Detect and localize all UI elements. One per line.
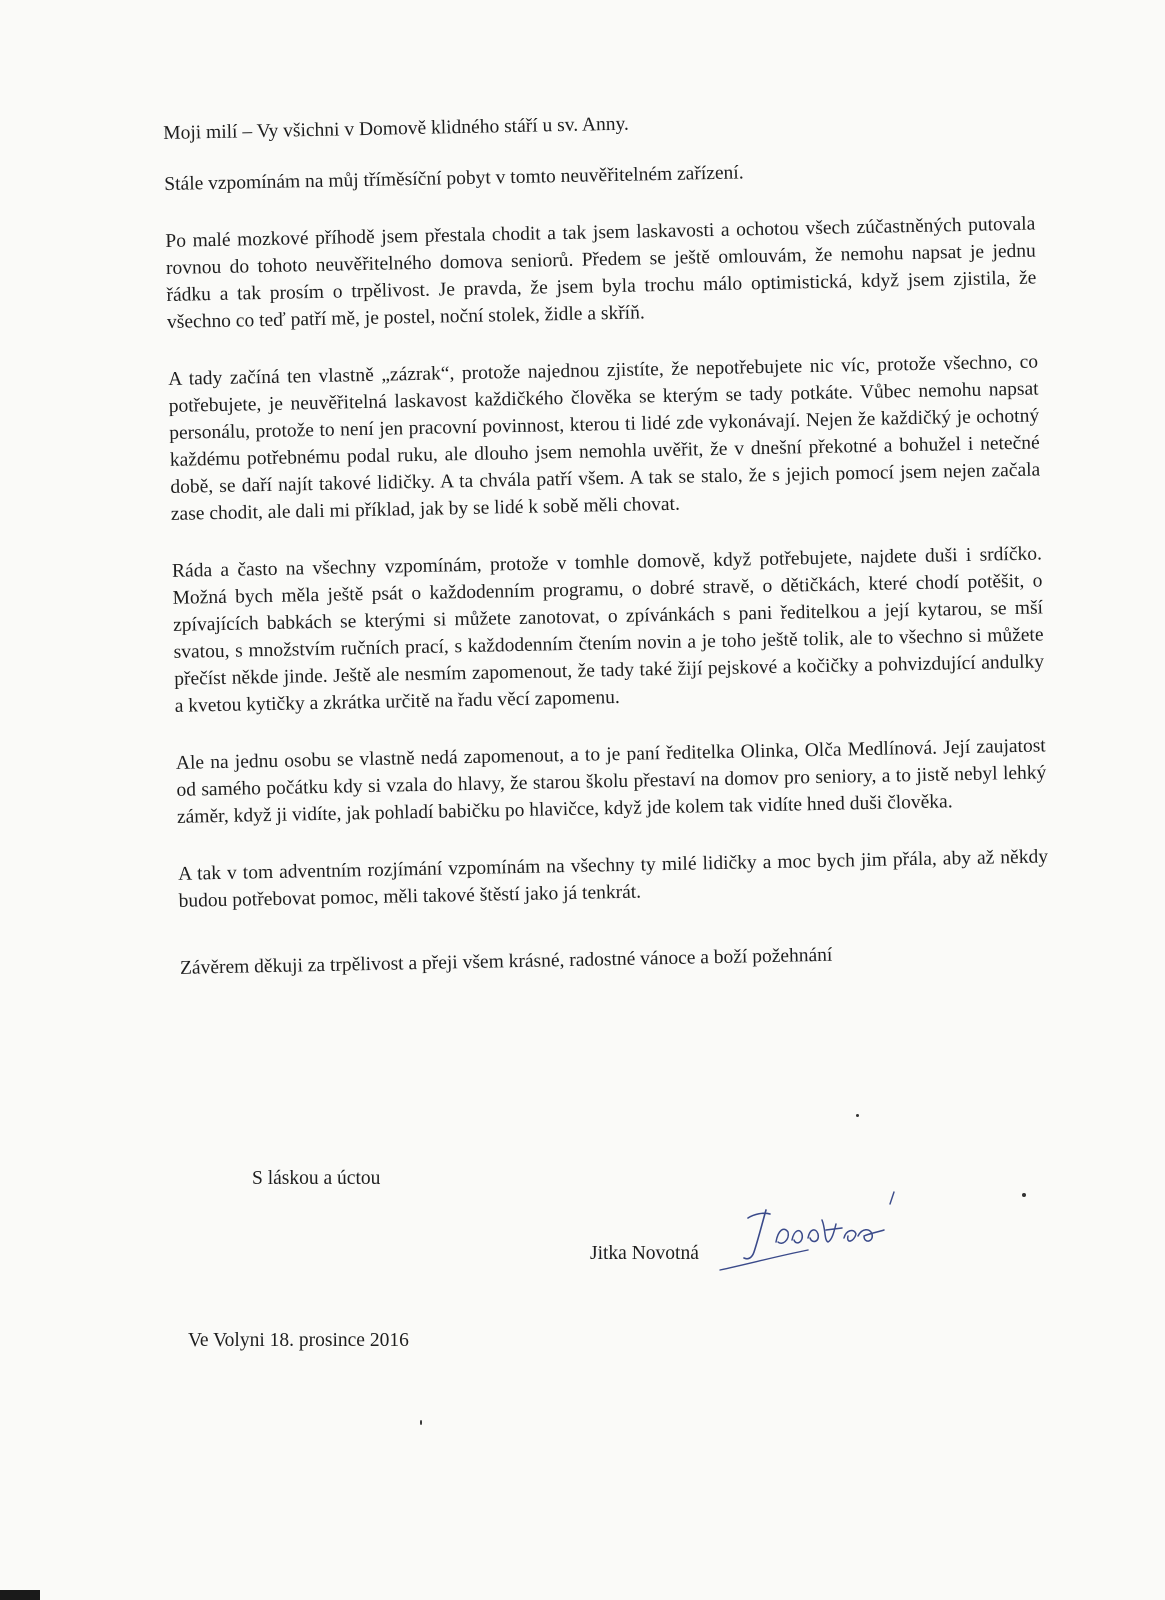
author-name: Jitka Novotná xyxy=(590,1243,699,1264)
place-and-date: Ve Volyni 18. prosince 2016 xyxy=(188,1330,409,1351)
paragraph-advent: A tak v tom adventním rozjímání vzpomínám na všechny ty milé lidičky a moc bych jim přála, aby až někdy budou potřebovat pomoc, měli takové štěstí jako já tenkrát. xyxy=(177,846,1049,912)
letter-closing-wish: Závěrem děkuji za trpělivost a přeji všem krásné, radostné vánoce a boží požehnání xyxy=(179,944,833,979)
letter-intro: Stále vzpomínám na můj tříměsíční pobyt v tomto neuvěřitelném zařízení. xyxy=(164,162,744,195)
paragraph-arrival: Po malé mozkové příhodě jsem přestala chodit a tak jsem laskavosti a ochotou všech zúčastněných putovala rovnou do tohoto neuvěřitelného domova seniorů. Předem se ještě omlouvám, že nemohu napsat je jednu řádku a tak prosím o trpělivost. Je pravda, že jsem byla trochu málo optimistická, když jsem zjistila, že všechno co teď patří mě, je postel, noční stolek, židle a skříň. xyxy=(165,213,1037,333)
scan-edge xyxy=(0,1590,40,1600)
scan-speck xyxy=(856,1114,859,1117)
scan-speck xyxy=(420,1420,422,1425)
paragraph-memories: Ráda a často na všechny vzpomínám, protože v tomhle domově, když potřebujete, najdete duši i srdíčko. Možná bych měla ještě psát o každodenním programu, o dobré stravě, o dětičkách, které chodí potěšit, o zpívajících babkách se kterými si můžete zanotovat, o zpívánkách s pani ředitelkou a její kytarou, se mší svatou, s množstvím ručních prací, s každodenním čtením novin a je toho ještě tolik, ale to všechno si můžete přečíst někde jinde. Ještě ale nesmím zapomenout, že tady také žijí pejskové a kočičky a pohvizdující andulky a kvetou kytičky a zkrátka určitě na řadu věcí zapomenu. xyxy=(171,543,1045,717)
letter-greeting: Moji milí – Vy všichni v Domově klidného stáří u sv. Anny. xyxy=(163,113,630,144)
letter-regards: S láskou a úctou xyxy=(252,1168,381,1189)
letter-body xyxy=(163,103,1051,1012)
paragraph-director: Ale na jednu osobu se vlastně nedá zapomenout, a to je paní ředitelka Olinka, Olča Medlínová. Její zaujatost od samého počátku kdy si vzala do hlavy, že starou školu přestaví na domov pro seniory, a to jistě nebyl lehký záměr, když ji vidíte, jak pohladí babičku po hlavičce, když jde kolem tak vidíte hned duši člověka. xyxy=(175,735,1047,828)
paragraph-miracle: A tady začíná ten vlastně „zázrak“, protože najednou zjistíte, že nepotřebujete nic víc, protože všechno, co potřebujete, je neuvěřitelná laskavost každičkého člověka se kterým se tady potkáte. Vůbec nemohu napsat personálu, protože to není jen pracovní povinnost, kterou ti lidé zde vykonávají. Nejen že každičký je ochotný každému potřebnému podal ruku, ale dlouho jsem nemohla uvěřit, že v dnešní překotné a bohužel i netečné době, se daří najít takové lidičky. A ta chvála patří všem. A tak se stalo, že s jejich pomocí jsem nejen začala zase chodit, ale dali mi příklad, jak by se lidé k sobě měli chovat. xyxy=(167,351,1041,525)
handwritten-signature xyxy=(718,1190,918,1280)
scan-speck xyxy=(1022,1193,1026,1197)
